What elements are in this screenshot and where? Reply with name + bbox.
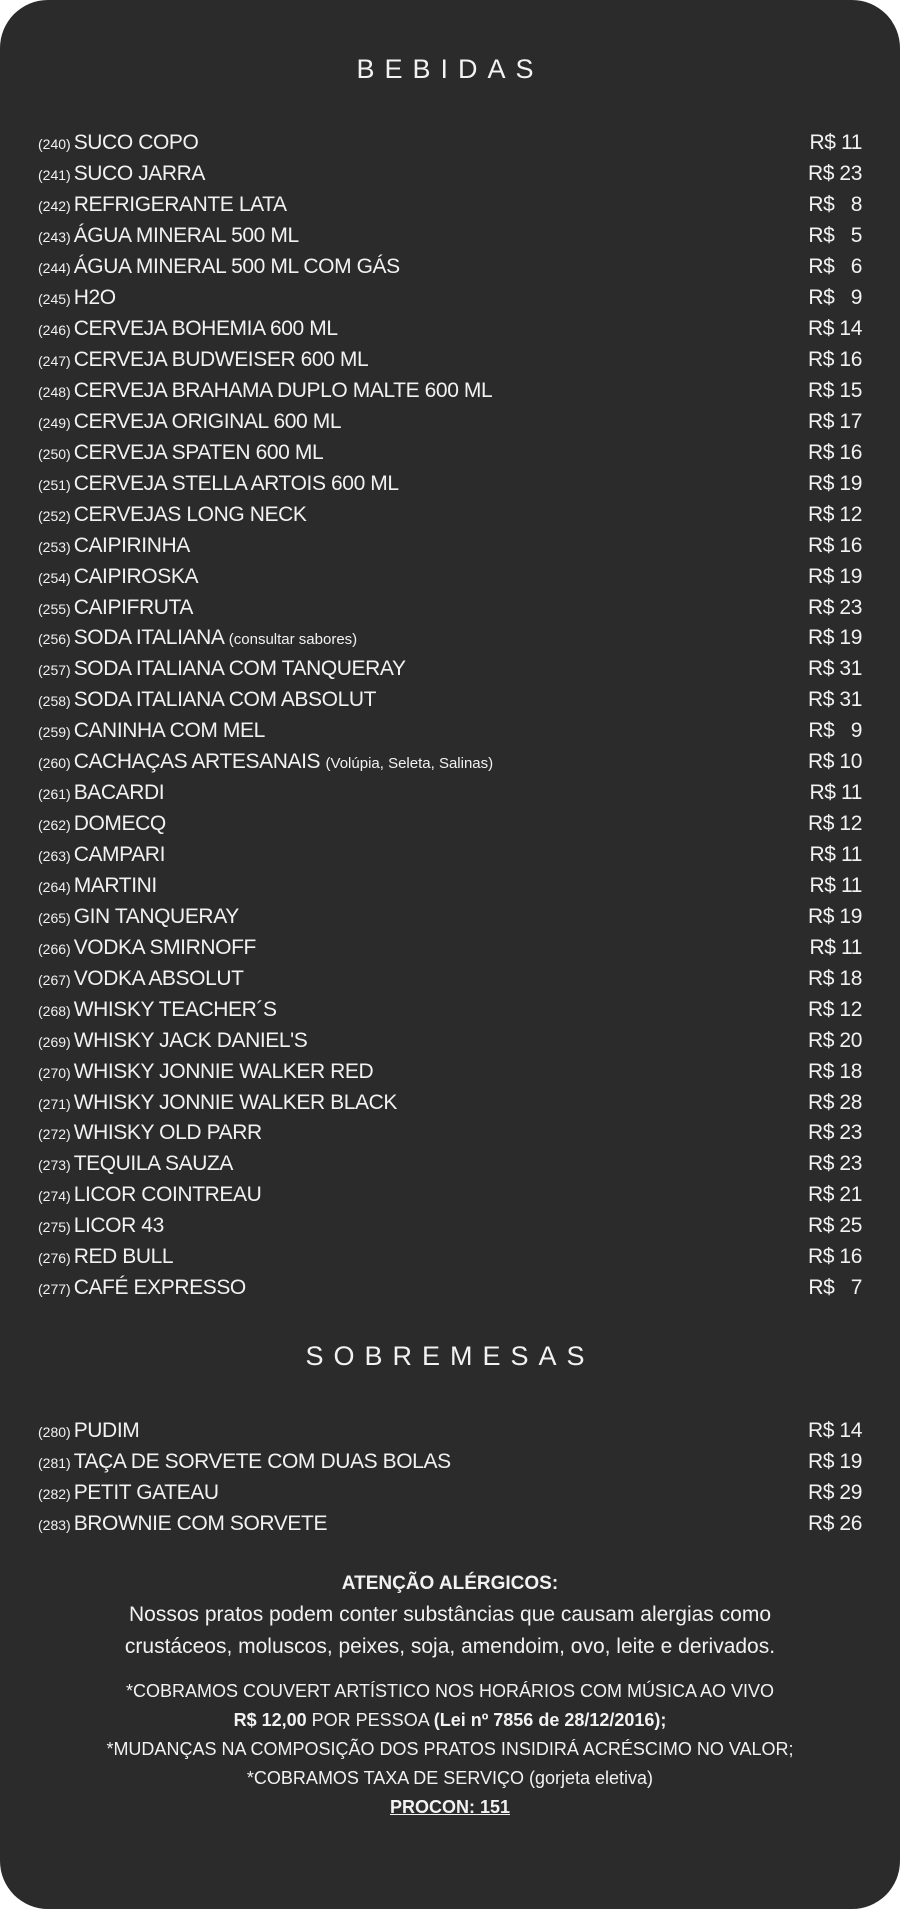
item-name: TEQUILA SAUZA: [73, 1152, 234, 1176]
item-code: (268): [38, 1002, 71, 1019]
menu-item-row: [38, 654, 862, 685]
item-price: R$ 25: [807, 1214, 862, 1238]
item-name: H2O: [73, 286, 116, 310]
item-price: R$ 31: [807, 688, 862, 712]
item-name: WHISKY OLD PARR: [73, 1121, 262, 1145]
menu-item-label: [38, 1245, 173, 1269]
item-name: PUDIM: [73, 1419, 140, 1443]
item-code: (270): [38, 1064, 71, 1081]
menu-item-row: [38, 1087, 862, 1118]
menu-item-label: [38, 193, 287, 217]
item-code: (240): [38, 136, 71, 153]
item-code: (262): [38, 817, 71, 834]
item-code: (247): [38, 353, 71, 370]
item-code: (242): [38, 198, 71, 215]
item-note: (Volúpia, Seleta, Salinas): [325, 755, 494, 773]
menu-item-row: [38, 592, 862, 623]
item-name: CERVEJA SPATEN 600 ML: [73, 440, 324, 464]
item-name: CAIPIRINHA: [73, 533, 190, 557]
item-name: CERVEJA BOHEMIA 600 ML: [73, 317, 338, 341]
item-name: PETIT GATEAU: [73, 1481, 219, 1505]
item-code: (264): [38, 878, 71, 895]
item-code: (273): [38, 1157, 71, 1174]
menu-item-label: [38, 812, 166, 836]
service-fee-notice: *COBRAMOS TAXA DE SERVIÇO (gorjeta eletiva): [246, 1768, 654, 1788]
menu-item-label: [38, 565, 198, 589]
item-name: RED BULL: [73, 1245, 174, 1269]
menu-item-row: [38, 963, 862, 994]
menu-item-label: [38, 224, 299, 248]
couvert-notice: *COBRAMOS COUVERT ARTÍSTICO NOS HORÁRIOS COM MÚSICA AO VIVO: [125, 1681, 775, 1701]
menu-item-label: [38, 781, 164, 805]
menu-item-label: [38, 410, 341, 434]
menu-item-row: [38, 871, 862, 902]
item-code: (241): [38, 167, 71, 184]
notices: [40, 1677, 860, 1822]
item-name: SUCO COPO: [73, 131, 199, 155]
item-price: R$ 15: [807, 378, 862, 402]
item-code: (250): [38, 445, 71, 462]
menu-item-row: [38, 840, 862, 871]
item-price: R$ 26: [807, 1512, 862, 1536]
menu-item-row: [38, 747, 862, 778]
item-name: WHISKY TEACHER´S: [73, 997, 277, 1021]
item-code: (267): [38, 971, 71, 988]
item-price: R$ 14: [807, 317, 862, 341]
allergy-line-2: crustáceos, moluscos, peixes, soja, amendoim, ovo, leite e derivados.: [124, 1635, 776, 1658]
menu-item-label: [38, 348, 368, 372]
item-name: GIN TANQUERAY: [73, 904, 239, 928]
item-price: R$ 18: [807, 1059, 862, 1083]
footer-notes: [40, 1573, 860, 1822]
menu-item-label: [38, 1214, 164, 1238]
item-code: (259): [38, 724, 71, 741]
menu-item-label: [38, 626, 357, 650]
menu-item-label: [38, 379, 492, 403]
item-name: WHISKY JACK DANIEL'S: [73, 1028, 308, 1052]
menu-item-label: [38, 967, 244, 991]
section-title-sobremesas: SOBREMESAS: [305, 1341, 595, 1371]
menu-item-row: [38, 1242, 862, 1273]
menu-item-row: [38, 128, 862, 159]
item-code: (260): [38, 755, 71, 772]
menu-item-row: [38, 623, 862, 654]
couvert-per-person: POR PESSOA: [306, 1710, 434, 1730]
item-price: R$ 11: [809, 131, 862, 155]
menu-item-label: [38, 1152, 233, 1176]
item-name: CERVEJA ORIGINAL 600 ML: [73, 409, 342, 433]
item-name: CANINHA COM MEL: [73, 719, 265, 743]
menu-item-row: [38, 716, 862, 747]
menu-item-label: [38, 503, 307, 527]
menu-item-label: [38, 1091, 397, 1115]
item-code: (281): [38, 1455, 71, 1472]
menu-item-label: [38, 534, 190, 558]
item-code: (275): [38, 1219, 71, 1236]
item-code: (261): [38, 786, 71, 803]
item-price: R$ 11: [809, 843, 862, 867]
menu-item-label: [38, 1276, 246, 1300]
menu-item-row: [38, 221, 862, 252]
menu-item-label: [38, 317, 338, 341]
item-code: (266): [38, 940, 71, 957]
item-code: (263): [38, 848, 71, 865]
item-code: (245): [38, 291, 71, 308]
item-name: REFRIGERANTE LATA: [73, 193, 287, 217]
item-name: MARTINI: [73, 873, 157, 897]
menu-item-row: [38, 932, 862, 963]
item-code: (256): [38, 631, 71, 648]
item-code: (257): [38, 662, 71, 679]
item-price: R$ 23: [807, 595, 862, 619]
item-price: R$ 20: [807, 1028, 862, 1052]
item-price: R$ 16: [807, 348, 862, 372]
item-price: R$ 17: [807, 409, 862, 433]
menu-item-label: [38, 1060, 373, 1084]
menu-item-row: [38, 1447, 862, 1478]
item-name: CERVEJAS LONG NECK: [73, 502, 307, 526]
item-name: SODA ITALIANA COM TANQUERAY: [73, 657, 406, 681]
menu-item-label: [38, 657, 406, 681]
menu-item-row: [38, 406, 862, 437]
item-name: SODA ITALIANA: [73, 626, 224, 650]
item-code: (254): [38, 569, 71, 586]
item-name: BACARDI: [73, 781, 165, 805]
menu-item-row: [38, 283, 862, 314]
item-code: (272): [38, 1126, 71, 1143]
item-name: CAIPIFRUTA: [73, 595, 193, 619]
item-name: CERVEJA STELLA ARTOIS 600 ML: [73, 471, 399, 495]
item-price: R$ 23: [807, 1121, 862, 1145]
item-code: (258): [38, 693, 71, 710]
item-code: (274): [38, 1188, 71, 1205]
item-name: VODKA SMIRNOFF: [73, 935, 256, 959]
item-name: TAÇA DE SORVETE COM DUAS BOLAS: [73, 1450, 451, 1474]
item-name: SODA ITALIANA COM ABSOLUT: [73, 688, 377, 712]
couvert-price: R$ 12,00: [233, 1710, 307, 1730]
item-code: (253): [38, 538, 71, 555]
item-price: R$ 18: [807, 966, 862, 990]
item-code: (276): [38, 1250, 71, 1267]
item-price: R$ 19: [807, 471, 862, 495]
item-price: R$ 8: [808, 193, 862, 217]
menu-item-row: [38, 1118, 862, 1149]
item-name: CAMPARI: [73, 843, 166, 867]
menu-item-row: [38, 252, 862, 283]
menu-item-row: [38, 190, 862, 221]
item-name: CERVEJA BRAHAMA DUPLO MALTE 600 ML: [73, 378, 493, 402]
item-price: R$ 19: [807, 626, 862, 650]
menu-item-row: [38, 468, 862, 499]
item-note: (consultar sabores): [228, 631, 358, 649]
item-price: R$ 9: [808, 719, 862, 743]
item-price: R$ 11: [809, 781, 862, 805]
menu-item-row: [38, 1211, 862, 1242]
item-price: R$ 6: [808, 255, 862, 279]
menu-item-row: [38, 561, 862, 592]
item-price: R$ 9: [808, 286, 862, 310]
sobremesas-list: [38, 1416, 862, 1540]
item-name: LICOR COINTREAU: [73, 1183, 262, 1207]
item-price: R$ 11: [809, 873, 862, 897]
menu-item-row: [38, 1025, 862, 1056]
menu-item-row: [38, 499, 862, 530]
item-code: (277): [38, 1281, 71, 1298]
item-name: WHISKY JONNIE WALKER RED: [73, 1059, 374, 1083]
bebidas-list: [38, 128, 862, 1304]
menu-item-row: [38, 1509, 862, 1540]
menu-item-label: [38, 472, 399, 496]
menu-item-row: [38, 1149, 862, 1180]
item-name: CAIPIROSKA: [73, 564, 199, 588]
changes-notice: *MUDANÇAS NA COMPOSIÇÃO DOS PRATOS INSIDIRÁ ACRÉSCIMO NO VALOR;: [106, 1739, 794, 1759]
menu-item-label: [38, 719, 265, 743]
couvert-law: (Lei nº 7856 de 28/12/2016);: [433, 1710, 667, 1730]
menu-item-label: [38, 998, 277, 1022]
menu-item-row: [38, 994, 862, 1025]
item-price: R$ 14: [807, 1419, 862, 1443]
menu-item-label: [38, 905, 239, 929]
menu-item-row: [38, 314, 862, 345]
item-price: R$ 16: [807, 1245, 862, 1269]
item-name: LICOR 43: [73, 1214, 164, 1238]
allergy-title: ATENÇÃO ALÉRGICOS:: [341, 1573, 559, 1594]
menu-item-label: [38, 1450, 451, 1474]
item-price: R$ 5: [808, 224, 862, 248]
menu-item-label: [38, 286, 116, 310]
item-price: R$ 12: [807, 812, 862, 836]
item-price: R$ 23: [807, 1152, 862, 1176]
menu-item-row: [38, 778, 862, 809]
menu-item-label: [38, 1481, 219, 1505]
item-price: R$ 11: [809, 935, 862, 959]
item-price: R$ 23: [807, 162, 862, 186]
item-price: R$ 21: [807, 1183, 862, 1207]
menu-item-label: [38, 1512, 327, 1536]
item-name: CAFÉ EXPRESSO: [73, 1276, 246, 1300]
item-code: (265): [38, 909, 71, 926]
menu-item-row: [38, 1180, 862, 1211]
menu-item-label: [38, 1029, 307, 1053]
item-name: DOMECQ: [73, 812, 166, 836]
item-name: SUCO JARRA: [73, 162, 206, 186]
item-name: VODKA ABSOLUT: [73, 966, 244, 990]
allergy-line-1: Nossos pratos podem conter substâncias que causam alergias como: [129, 1603, 771, 1626]
item-code: (252): [38, 507, 71, 524]
menu-item-label: [38, 843, 165, 867]
menu-item-row: [38, 901, 862, 932]
menu-item-label: [38, 1183, 261, 1207]
menu-item-row: [38, 376, 862, 407]
procon-number: PROCON: 151: [389, 1797, 511, 1817]
item-price: R$ 19: [807, 564, 862, 588]
menu-item-label: [38, 936, 256, 960]
item-code: (243): [38, 229, 71, 246]
menu-item-row: [38, 1273, 862, 1304]
menu-item-row: [38, 685, 862, 716]
menu-item-label: [38, 596, 193, 620]
item-code: (283): [38, 1517, 71, 1534]
menu-item-label: [38, 750, 493, 774]
item-name: BROWNIE COM SORVETE: [73, 1512, 328, 1536]
menu-item-label: [38, 1121, 262, 1145]
allergy-text: [40, 1599, 860, 1663]
item-price: R$ 12: [807, 502, 862, 526]
item-name: CACHAÇAS ARTESANAIS: [73, 750, 321, 774]
item-code: (282): [38, 1486, 71, 1503]
item-code: (269): [38, 1033, 71, 1050]
item-code: (248): [38, 383, 71, 400]
menu-item-label: [38, 874, 157, 898]
item-code: (251): [38, 476, 71, 493]
item-code: (244): [38, 260, 71, 277]
menu-item-label: [38, 441, 323, 465]
menu-item-row: [38, 809, 862, 840]
menu-item-row: [38, 437, 862, 468]
item-code: (246): [38, 322, 71, 339]
menu-item-label: [38, 255, 400, 279]
menu-item-row: [38, 345, 862, 376]
item-price: R$ 12: [807, 997, 862, 1021]
item-price: R$ 16: [807, 533, 862, 557]
menu-item-label: [38, 1419, 139, 1443]
menu-item-label: [38, 162, 205, 186]
menu-item-label: [38, 688, 376, 712]
item-price: R$ 7: [808, 1276, 862, 1300]
item-name: ÁGUA MINERAL 500 ML COM GÁS: [73, 255, 400, 279]
item-code: (249): [38, 414, 71, 431]
menu-item-row: [38, 159, 862, 190]
item-price: R$ 19: [807, 904, 862, 928]
item-code: (255): [38, 600, 71, 617]
menu-item-row: [38, 1056, 862, 1087]
item-price: R$ 16: [807, 440, 862, 464]
item-code: (271): [38, 1095, 71, 1112]
item-price: R$ 28: [807, 1090, 862, 1114]
menu-item-row: [38, 1416, 862, 1447]
item-name: CERVEJA BUDWEISER 600 ML: [73, 348, 369, 372]
menu-item-row: [38, 1478, 862, 1509]
item-code: (280): [38, 1424, 71, 1441]
item-price: R$ 31: [807, 657, 862, 681]
menu-item-label: [38, 131, 198, 155]
menu-item-row: [38, 530, 862, 561]
couvert-price-line: [40, 1706, 860, 1735]
item-price: R$ 19: [807, 1450, 862, 1474]
item-name: WHISKY JONNIE WALKER BLACK: [73, 1090, 398, 1114]
item-name: ÁGUA MINERAL 500 ML: [73, 224, 299, 248]
item-price: R$ 10: [807, 750, 862, 774]
item-price: R$ 29: [807, 1481, 862, 1505]
section-title-bebidas: BEBIDAS: [356, 54, 544, 84]
